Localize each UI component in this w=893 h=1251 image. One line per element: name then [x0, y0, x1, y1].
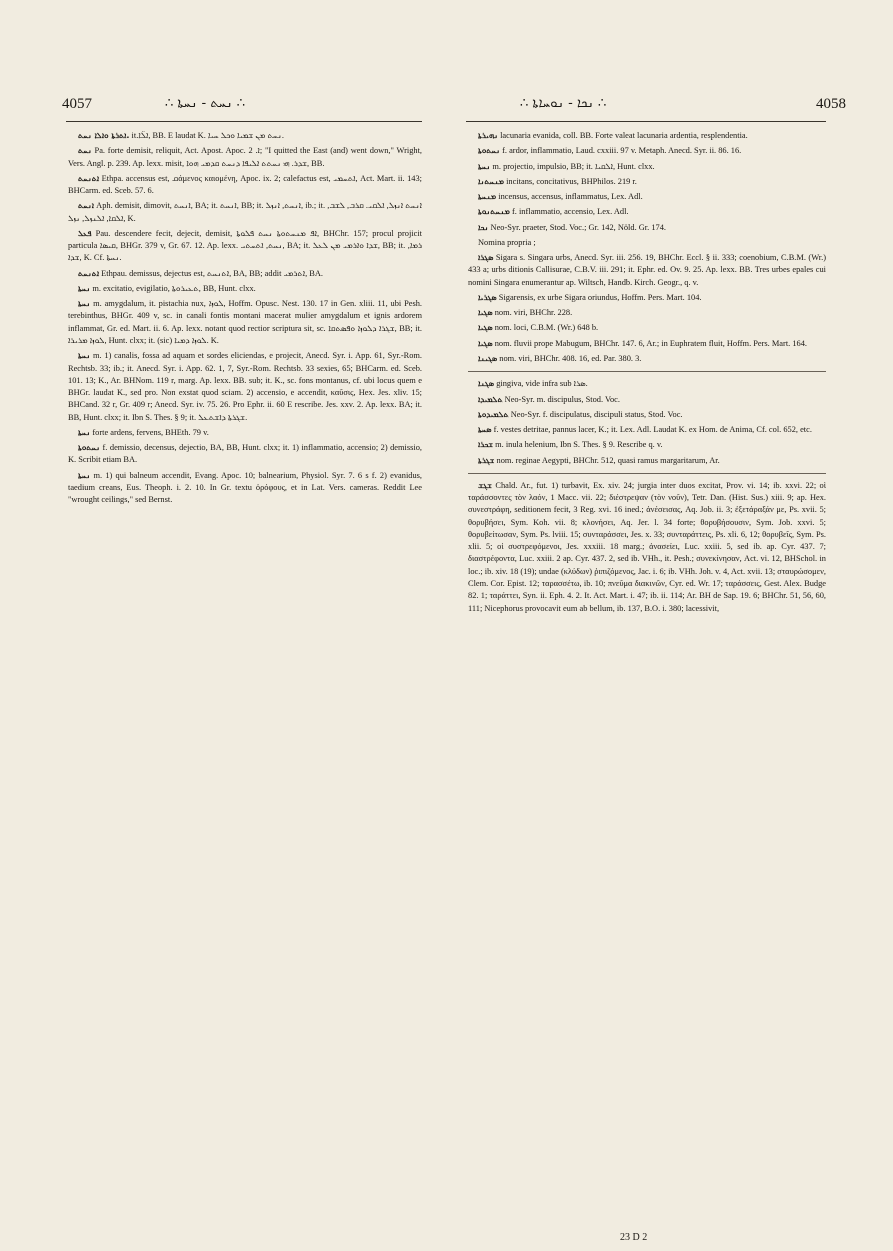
entry-text: nom. loci, C.B.M. (Wr.) 648 b.: [494, 323, 599, 333]
entry-headword: ܣܓܝܐ: [478, 323, 493, 333]
entry-headword: ܡܢܚܬܢܐ: [478, 176, 504, 186]
entry-headword: ܣܓܢܐ: [478, 379, 495, 389]
entry-text: Neo-Syr. f. discipulatus, discipuli status, Stod. Voc.: [510, 409, 683, 419]
entry-text: nom. fluvii prope Mabugum, BHChr. 147. 6, Ar.; in Euphratem fluit, Hoffm. Pers. Mart. 164.: [494, 338, 807, 348]
lexicon-entry: [468, 394, 826, 406]
right-running-headword: ∴ ܢܟܐ - ܢܘܚܐܬܐ ∴: [520, 96, 607, 111]
entry-headword: ܡܢܚܬܐ: [478, 192, 497, 202]
entry-headword: ܡܢܚܬܢܘܬܐ: [478, 207, 510, 217]
lexicon-entry: [468, 292, 826, 304]
entry-text: Neo-Syr. praeter, Stod. Voc.; Gr. 142, Nöld. Gr. 174.: [490, 222, 666, 232]
lexicon-entry: [468, 252, 826, 289]
entry-text: Aph. demisit, dimovit, ܐܢܚܬ, BA; it. ܐܢܚܬ, BB; it. ܐܢܚܬ, ܐܢܙܠ, ib.; it. ܐܢܚܬ ܐܢܙܠ, ܐܠܩܝ. ܩܪܒ, ܠܫܒ, ܐܠܩܐ, ܐܠܢܙܠ, ܢܙܠ, K.: [68, 201, 423, 223]
lexicon-entry: [68, 268, 422, 280]
entry-text: Ethpau. demissus, dejectus est, ܐܬܢܚܬ, BA, BB; addit ܐܬܪܡܝ, BA.: [101, 268, 323, 278]
entry-text: gingiva, vide infra sub ܣܪܐ.: [496, 379, 588, 389]
entry-text: nom. viri, BHChr. 228.: [494, 308, 573, 318]
entry-text: m. amygdalum, it. pistachia nux, ܠܘܙܐ, Hoffm. Opusc. Nest. 130. 17 in Gen. xliii. 11, ubi Pesh. terebinthus, BHGr. 409 v, sc. in canali fontis montani macerat mulier amygdalum et ignis ardorem inflammat, Gr. ed. Mart. ii. 6. Ap. lexx. notant quod rectior scriptura sit, sc. ܫܓܪܐ ܕܠܘܙܐ ܘܦܣܬܩܐ, BB; it. ܠܘܙܐ ܡܪܝܪܐ, Hunt. clxx; it. (sic) ܠܘܙܐ ܕܡܝܐ. K.: [68, 299, 423, 345]
entry-headword: ܐܢܚܬ: [78, 201, 94, 211]
entry-headword: ܣܚܬܐ: [478, 425, 492, 435]
lexicon-entry: [68, 145, 422, 170]
lexicon-entry: [468, 378, 826, 390]
entry-text: Ethpa. accensus est, ܩάμενος καιομένη, Apoc. ix. 2; calefactus est, ܐܬܚܡܝ, Act. Mart. ii. 143; BHCarm. ed. Sceb. 57. 6.: [68, 173, 422, 196]
lexicon-entry: [468, 353, 826, 365]
entry-text: lacunaria evanida, coll. BB. Forte valeat lacunaria ardentia, resplendentia.: [500, 131, 748, 140]
entry-headword: ܫܓܪܬܐ: [478, 455, 495, 465]
lexicon-entry: [468, 176, 826, 188]
lexicon-entry: [468, 206, 826, 218]
left-column: [68, 130, 422, 509]
lexicon-entry: [68, 228, 422, 265]
entry-headword: ܣܓܝܢܐ: [478, 353, 498, 363]
lexicon-entry: [68, 173, 422, 198]
entry-text: Neo-Syr. m. discipulus, Stod. Voc.: [504, 394, 620, 404]
lexicon-entry: [468, 455, 826, 467]
lexicon-entry: [468, 130, 826, 142]
entry-headword: ܢܚܬܐ: [78, 427, 91, 437]
entry-text: m. excitatio, evigilatio, ܬܥܝܪܘܬܐ, BB, Hunt. clxx.: [92, 283, 256, 293]
lexicon-entry: [68, 130, 422, 142]
right-page-number: 4058: [816, 96, 846, 112]
right-header-rule: [466, 121, 826, 122]
lexicon-entry: [468, 145, 826, 157]
entry-text: m. 1) qui balneum accendit, Evang. Apoc. 10; balnearium, Physiol. Syr. 7. 6 s f. 2) evanidus, taedium creans, Eus. Theoph. i. 2. 10. In Gr. textu ὀρόφους, et in Lat. Vers. cameras. Reddit Lee "wrought ceilings," sed Bernst.: [68, 470, 422, 505]
entry-headword: ܢܟܐ: [478, 222, 489, 232]
entry-text: m. inula helenium, Ibn S. Thes. § 9. Rescribe q. v.: [495, 440, 663, 450]
lexicon-entry: [68, 298, 422, 347]
lexicon-entry: [468, 237, 826, 249]
entry-text: it.ܐܠ̈ܐ, BB. E laudat K. ܢܚܬ ܡܢ ܫܡܝܐ ܘܟܠ ܚܝܐ.: [131, 131, 284, 140]
entry-headword: ܢܚܬ: [78, 146, 92, 156]
entry-text: m. 1) canalis, fossa ad aquam et sordes eliciendas, e projecit, Anecd. Syr. i. App. 61, Syr.-Rom. Rechtsb. 33; ib.; it. Anecd. Syr. i. App. 62. 1, 7, Syr.-Rom. Rechtsb. 33 sexies, 65; BHCarm. ed. Sceb. 101. 13; K., Ar. BHNom. 119 r, marg. Ap. lexx. BB. sub; it. K., sc. fons montanus, cf. ubi locus quem e BHGr. laudat K., sed pro. Non exstat quod sciam. 2) accensio, e accendit, καῦσις, Hex. Jes. xliv. 15; BHCand. 32 r, Gr. 409 r; Anecd. Syr. iv. 75. 26. Pro Ephr. ii. 60 E rescribe. Jes. xxv. 2. Ap. lexx. BA; it. BB, Hunt. clxx; it. Ibn S. Thes. § 9; it. ܫܓܪܬܐ ܕܐܫܬܥܠ.: [68, 351, 423, 422]
left-header-rule: [66, 121, 422, 122]
entry-text: f. vestes detritae, pannus lacer, K.; it. Lex. Adl. Laudat K. ex Hom. de Anima, Cf. col. 652, etc.: [493, 425, 812, 435]
signature-mark: 23 D 2: [620, 1232, 648, 1243]
entry-headword: ܣܓܪܝܐ: [478, 292, 497, 302]
entry-text: incensus, accensus, inflammatus, Lex. Adl.: [498, 192, 643, 202]
entry-headword: ܦܥܠ: [78, 228, 92, 238]
entry-headword: ܢܚܬܐ: [78, 470, 91, 480]
entry-text: nom. viri, BHChr. 408. 16, ed. Par. 380. 3.: [499, 353, 642, 363]
entry-headword: ܢܚܬܐ: [478, 161, 491, 171]
lexicon-entry: [468, 307, 826, 319]
entry-text: Nomina propria ;: [478, 237, 536, 247]
entry-text: Pa. forte demisit, reliquit, Act. Apost. Apoc. ܐ. 2; "I quitted the East (and) went down," Wright, Vers. Angl. p. 239. Ap. lexx. misit, ܫܕܪ. ܗܝ ܢܚܬܬ ܐܠܝܦܐ ܕܢܚܬ ܩܕܡܝ ܗܘܐ, BB.: [68, 146, 423, 168]
entry-headword: ܢܚܬܘܬܐ: [78, 443, 101, 453]
entry-headword: ܢܚܬܘܬܐ: [478, 146, 501, 156]
lexicon-entry: [468, 439, 826, 451]
entry-text: f. ardor, inflammatio, Laud. cxxiii. 97 v. Metaph. Anecd. Syr. ii. 86. 16.: [502, 146, 742, 156]
entry-text: m. projectio, impulsio, BB; it. ܐܠܩܝܐ, Hunt. clxx.: [492, 161, 655, 171]
entry-text: forte ardens, fervens, BHEth. 79 v.: [92, 427, 209, 437]
lexicon-entry: [68, 200, 422, 225]
section-separator: [468, 473, 826, 474]
entry-headword: ܢܚܬܐ: [78, 299, 91, 309]
section-separator: [468, 371, 826, 372]
entry-headword: ܣܓܪܐ: [478, 253, 494, 263]
lexicon-entry: [68, 283, 422, 295]
entry-text: f. inflammatio, accensio, Lex. Adl.: [511, 207, 629, 217]
entry-headword: ܐܬܪܬܐ ܘܐܠܐ ܢܚܬ.: [78, 131, 130, 140]
entry-headword: ܣܓܝܐ: [478, 338, 493, 348]
entry-headword: ܐܬܢܚܬ: [78, 173, 100, 183]
lexicon-entry: [468, 338, 826, 350]
entry-text: incitans, concitativus, BHPhilos. 219 r.: [506, 176, 637, 186]
lexicon-entry: [68, 442, 422, 467]
entry-text: Pau. descendere fecit, dejecit, demisit, ܐܦ ܡܢܚܬܘܬܐ ܢܚܬ ܦܠܘܬܐ, BHChr. 157; procul projicit particula ܩܝܣܐ, BHGr. 379 v, Gr. 67. 12. Ap. lexx. ܢܚܬ, ܐܬܚܬܝ, BA; it. ܫܕܐ ܘܐܪܡܝ ܡܢ ܠܥܠ, BB; it. ܪܡܐ, ܫܕܐ, K. Cf. ܢܚܬܐ.: [68, 228, 422, 263]
lexicon-entry: [68, 470, 422, 507]
entry-headword: ܢܚܬܐ: [78, 283, 91, 293]
lexicon-entry: [468, 161, 826, 173]
left-running-headword: ∴ ܢܚܬ - ܢܚܬܐ ∴: [165, 96, 246, 111]
entry-text: Chald. Ar., fut. 1) turbavit, Ex. xiv. 24; jurgia inter duos excitat, Prov. vi. 14; ib. xxvi. 22; οἱ ταράσσοντες τὸν λαόν, 1 Macc. vii. 22; διέστρεψαν (τὸν νοῦν), Tetr. Dan. (Hist. Sus.) xiii. 9; ap. Hex. συνεστράφη, seditionem fecit, 3 Reg. xvi. 16 ined.; ἀνέσεισας, Aq. Job. ii. 3; ἐξετάραξάν με, Ps. xvii. 5; θορυβήσει, Sym. Koh. vii. 8; κλονήσει, Aq. Jer. l. 34 forte; θορυβήσουσιν, Sym. Job. xxvi. 5; θορυβείτωσαν, Sym. Ps. lviii. 15; συνταράσσει, Jes. x. 33; συνταράττεις, Ps. xli. 6, 12; θορυβεῖς, Sym. Ps. xlii. 5; οἱ συστρεφόμενοι, Jes. xxxiii. 18 marg.; ἀνασείει, Luc. xxiii. 5, sed ib. ap. Cyr. 437. 7; διαστρέφοντα, Luc. xxiii. 2 ap. Cyr. 437. 2, sed ib. VHh., it. Pesh.; συνεκίνησαν, Act. vi. 12, BHSchol. in loc.; ib. xiv. 18 (19); undae (κλύδων) ῥιπιζόμενος, Jac. i. 6; ib. VHh. Joh. v. 4, Act. xvii. 13; σταυρώσομεν, Clem. Cor. Epist. 12; ταρασσέτω, ib. 10; πνεῦμα διακινῶν, Cyr. ed. Wr. 17; ταράσσεις, Gest. Alex. Budge 82. 1; ταράττει, Syn. ii. Eph. 4. 2. It. Act. Mart. i. 47; ib. ii. 114; Ar. BH de Sap. 19. 6; BHChr. 51, 56, 60, 111; Nicephorus provocavit eum ab bellum, ib. 137, B.O. i. 380; lacessivit,: [468, 480, 826, 613]
entry-headword: ܫܟܪܐ: [478, 440, 494, 450]
entry-headword: ܫܓܫ: [478, 480, 492, 490]
entry-headword: ܣܓܝܐ: [478, 308, 493, 318]
entry-headword: ܬܠܡܝܕܘܬܐ: [478, 409, 509, 419]
lexicon-entry: [468, 322, 826, 334]
lexicon-entry: [68, 427, 422, 439]
entry-headword: ܢܚܬܐ: [78, 351, 91, 361]
right-column: [468, 130, 826, 618]
lexicon-entry: [468, 409, 826, 421]
left-page-number: 4057: [62, 96, 92, 112]
entry-text: Sigara s. Singara urbs, Anecd. Syr. iii. 256. 19, BHChr. Eccl. § ii. 333; coenobium, C.B.M. (Wr.) 433 a; urbs ditionis Callisurae, C.B.V. iii. 291; it. Ephr. ed. Ov. 9. 25. Ap. lexx. BB. Tres urbes epales cui nomini Singara enumerantur ap. Wiltsch, Handb. Kirch. Geogr., q. v.: [468, 253, 826, 287]
entry-headword: ܬܠܡܝܕܐ: [478, 394, 503, 404]
entry-headword: ܢܗܝܪܬܐ: [478, 131, 498, 140]
entry-headword: ܐܬܢܚܬ: [78, 268, 100, 278]
entry-text: f. demissio, decensus, dejectio, BA, BB, Hunt. clxx; it. 1) inflammatio, accensio; 2) demissio, K. Scribit etiam BA.: [68, 443, 422, 465]
lexicon-entry: [468, 424, 826, 436]
entry-text: Sigarensis, ex urbe Sigara oriundus, Hoffm. Pers. Mart. 104.: [498, 292, 702, 302]
entry-text: nom. reginae Aegypti, BHChr. 512, quasi ramus margaritarum, Ar.: [496, 455, 720, 465]
lexicon-entry: [468, 480, 826, 615]
lexicon-entry: [68, 350, 422, 424]
lexicon-entry: [468, 191, 826, 203]
lexicon-entry: [468, 222, 826, 234]
